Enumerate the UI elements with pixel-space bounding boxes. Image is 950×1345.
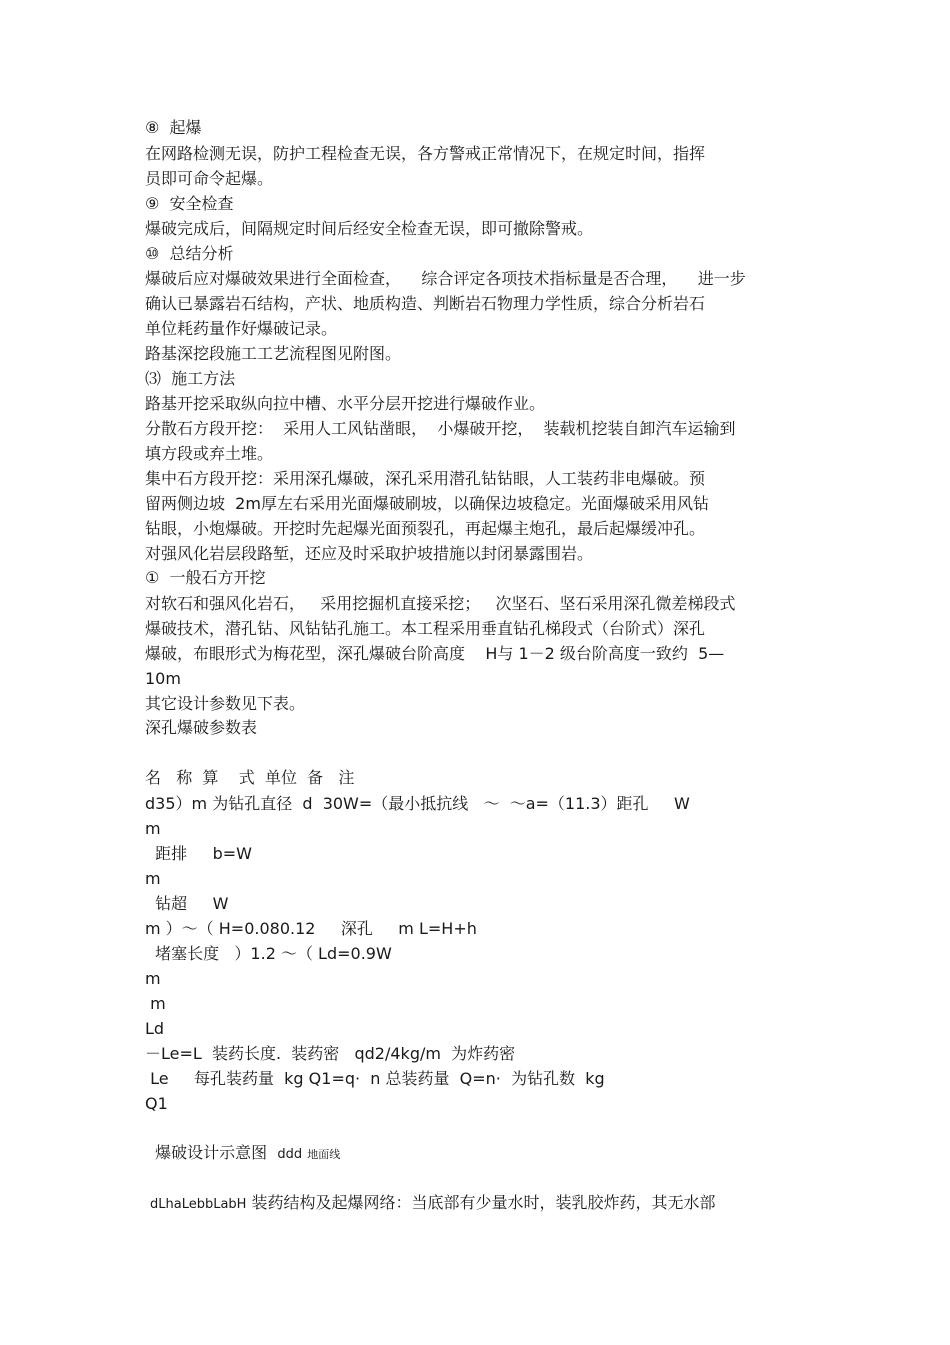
table-line: Q1 [145, 1094, 168, 1113]
paragraph-line: 爆破后应对爆破效果进行全面检查， 综合评定各项技术指标量是否合理， 进一步 [145, 269, 746, 288]
table-line: Le 每孔装药量 kg Q1=q· n 总装药量 Q=n· 为钻孔数 kg [145, 1069, 605, 1088]
table-line: Ld [145, 1019, 165, 1038]
figure-label-ground: 地面线 [307, 1148, 341, 1161]
paragraph-line: 员即可命令起爆。 [145, 169, 274, 188]
heading-detonation: ⑧ 起爆 [145, 118, 202, 137]
table-line: 钻超 W [145, 894, 229, 913]
charge-structure-line [150, 1192, 716, 1214]
figure-caption-line [145, 1142, 340, 1164]
figure-labels: dLhaLebbLabH [150, 1197, 247, 1212]
heading-safety-check: ⑨ 安全检查 [145, 194, 234, 213]
figure-label-ddd: ddd [277, 1147, 303, 1162]
paragraph-line: 其它设计参数见下表。 [145, 694, 306, 713]
table-line: 堵塞长度 ）1.2 ～（ Ld=0.9W [145, 944, 392, 963]
paragraph-line: 对软石和强风化岩石， 采用挖掘机直接采挖； 次坚石、坚石采用深孔微差梯段式 [145, 594, 736, 613]
paragraph-line: 分散石方段开挖： 采用人工风钻凿眼， 小爆破开挖， 装载机挖装自卸汽车运输到 [145, 419, 736, 438]
heading-general-excavation: ① 一般石方开挖 [145, 568, 266, 587]
table-title: 深孔爆破参数表 [145, 718, 258, 737]
paragraph-line: 爆破，布眼形式为梅花型，深孔爆破台阶高度 H与 1－2 级台阶高度一致约 5— [145, 644, 725, 663]
paragraph-line: 爆破完成后，间隔规定时间后经安全检查无误，即可撤除警戒。 [145, 219, 594, 238]
table-line: d35）m 为钻孔直径 d 30W=（最小抵抗线 ～ ～a=（11.3）距孔 W [145, 794, 690, 813]
paragraph-line: 集中石方段开挖：采用深孔爆破，深孔采用潜孔钻钻眼，人工装药非电爆破。预 [145, 469, 706, 488]
paragraph-line: 对强风化岩层段路堑，还应及时采取护坡措施以封闭暴露围岩。 [145, 544, 594, 563]
heading-summary: ⑩ 总结分析 [145, 244, 234, 263]
paragraph-line: 路基开挖采取纵向拉中槽、水平分层开挖进行爆破作业。 [145, 394, 546, 413]
table-line: 距排 b=W [145, 844, 252, 863]
paragraph-line: 爆破技术，潜孔钻、风钻钻孔施工。本工程采用垂直钻孔梯段式（台阶式）深孔 [145, 619, 706, 638]
table-header: 名 称 算 式 单位 备 注 [145, 768, 355, 787]
table-line: m [145, 969, 161, 988]
paragraph-line: 单位耗药量作好爆破记录。 [145, 319, 338, 338]
table-line: m [145, 819, 161, 838]
paragraph-line: 路基深挖段施工工艺流程图见附图。 [145, 344, 402, 363]
figure-caption: 爆破设计示意图 [145, 1143, 268, 1162]
heading-construction-method: ⑶ 施工方法 [145, 369, 236, 388]
paragraph-line: 在网路检测无误，防护工程检查无误，各方警戒正常情况下，在规定时间，指挥 [145, 144, 706, 163]
paragraph-line: 填方段或弃土堆。 [145, 444, 274, 463]
charge-structure-text: 装药结构及起爆网络：当底部有少量水时，装乳胶炸药，其无水部 [251, 1193, 716, 1212]
paragraph-line: 钻眼，小炮爆破。开挖时先起爆光面预裂孔，再起爆主炮孔，最后起爆缓冲孔。 [145, 519, 706, 538]
paragraph-line: 确认已暴露岩石结构，产状、地质构造、判断岩石物理力学性质，综合分析岩石 [145, 294, 706, 313]
table-line: m [145, 869, 161, 888]
paragraph-line: 10m [145, 669, 181, 688]
paragraph-line: 留两侧边坡 2m厚左右采用光面爆破刷坡，以确保边坡稳定。光面爆破采用风钻 [145, 494, 709, 513]
table-line: m [145, 994, 166, 1013]
table-line: －Le=L 装药长度. 装药密 qd2/4kg/m 为炸药密 [145, 1044, 516, 1063]
table-line: m ）～（ H=0.080.12 深孔 m L=H+h [145, 919, 477, 938]
